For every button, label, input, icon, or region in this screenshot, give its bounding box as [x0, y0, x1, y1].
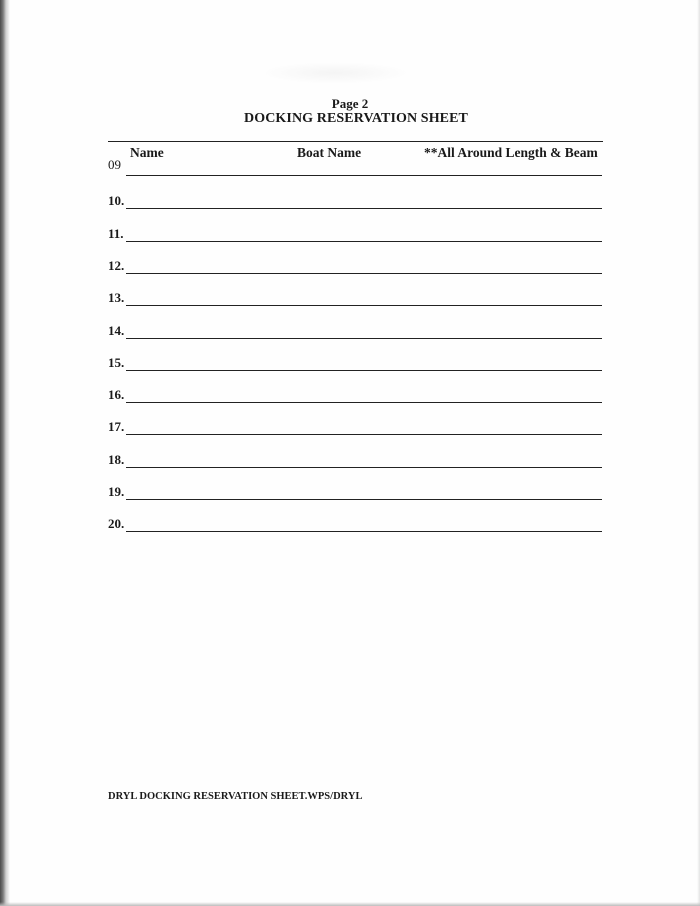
- fill-in-line[interactable]: [126, 338, 602, 339]
- row-number: 12.: [108, 257, 125, 273]
- row-number: 10.: [108, 193, 125, 209]
- fill-in-line[interactable]: [126, 175, 602, 176]
- page-title: DOCKING RESERVATION SHEET: [244, 111, 468, 126]
- reservation-row[interactable]: [108, 292, 602, 308]
- reservation-row[interactable]: [108, 257, 602, 276]
- reservation-row[interactable]: [108, 225, 602, 244]
- row-number: 11.: [108, 225, 124, 241]
- fill-in-line[interactable]: [126, 241, 602, 242]
- fill-in-line[interactable]: [126, 208, 602, 209]
- row-number: 19.: [108, 484, 125, 499]
- column-header-name: Name: [130, 145, 164, 160]
- scan-smudge: [260, 62, 410, 84]
- scan-edge-bottom: [0, 902, 700, 906]
- fill-in-line[interactable]: [126, 531, 602, 532]
- fill-in-line[interactable]: [126, 305, 602, 306]
- row-number: 20.: [108, 516, 125, 532]
- row-number: 13.: [108, 290, 125, 306]
- fill-in-line[interactable]: [126, 370, 602, 371]
- fill-in-line[interactable]: [126, 434, 602, 435]
- reservation-row[interactable]: [108, 421, 602, 437]
- column-header-length-beam: **All Around Length & Beam: [424, 145, 598, 160]
- page-number: Page 2: [331, 96, 369, 111]
- reservation-row[interactable]: [108, 157, 602, 178]
- reservation-row[interactable]: [108, 518, 602, 534]
- reservation-row[interactable]: [108, 354, 602, 373]
- reservation-row[interactable]: [108, 389, 602, 405]
- reservation-row[interactable]: [108, 486, 602, 502]
- fill-in-line[interactable]: [126, 273, 602, 274]
- row-number: 17.: [108, 419, 125, 435]
- fill-in-line[interactable]: [126, 402, 602, 403]
- reservation-row[interactable]: [108, 451, 602, 470]
- scan-edge-left: [0, 0, 10, 906]
- row-number: 18.: [108, 451, 125, 467]
- column-header-boat-name: Boat Name: [297, 145, 362, 160]
- row-number: 15.: [108, 354, 125, 370]
- row-number: 14.: [108, 322, 125, 338]
- reservation-row[interactable]: [108, 322, 602, 341]
- row-number: 16.: [108, 387, 125, 403]
- row-number: 09: [108, 157, 121, 172]
- header-rule: [108, 141, 603, 142]
- footer-filename: DRYL DOCKING RESERVATION SHEET.WPS/DRYL: [108, 791, 363, 802]
- reservation-row[interactable]: [108, 195, 602, 211]
- fill-in-line[interactable]: [126, 499, 602, 500]
- fill-in-line[interactable]: [126, 467, 602, 468]
